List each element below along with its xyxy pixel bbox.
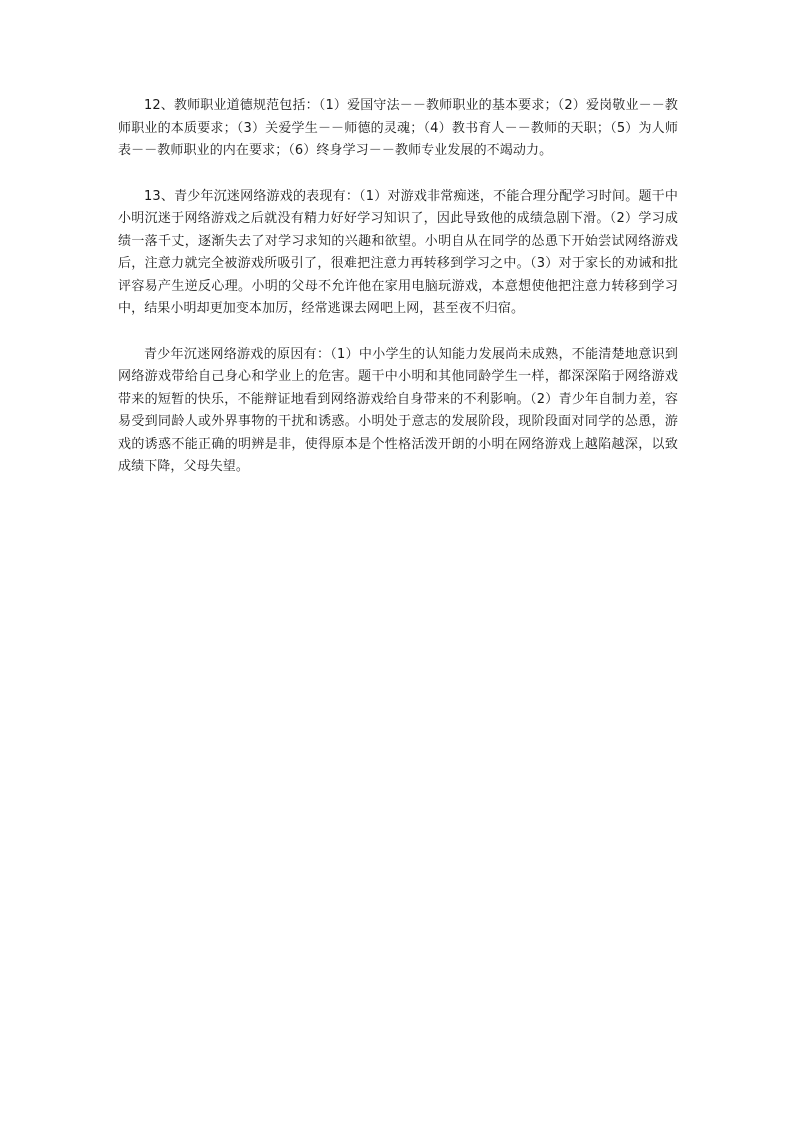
paragraph-causes: 青少年沉迷网络游戏的原因有：（1）中小学生的认知能力发展尚未成熟，不能清楚地意识到网络游戏带给自己身心和学业上的危害。题干中小明和其他同龄学生一样，都深深陷于网络游戏带来的短暂的快乐，不能辩证地看到网络游戏给自身带来的不利影响。（2）青少年自制力差，容易受到同龄人或外界事物的干扰和诱惑。小明处于意志的发展阶段，现阶段面对同学的怂恿，游戏的诱惑不能正确的明辨是非，使得原本是个性格活泼开朗的小明在网络游戏上越陷越深，以致成绩下降，父母失望。 [118,346,678,474]
paragraph-item-12: 12、教师职业道德规范包括：（1）爱国守法－－教师职业的基本要求；（2）爱岗敬业－－教师职业的本质要求；（3）关爱学生－－师德的灵魂；（4）教书育人－－教师的天职；（5）为人师表－－教师职业的内在要求；（6）终身学习－－教师专业发展的不竭动力。 [118,98,678,158]
document-body [118,95,678,479]
paragraph-item-13: 13、青少年沉迷网络游戏的表现有：（1）对游戏非常痴迷，不能合理分配学习时间。题干中小明沉迷于网络游戏之后就没有精力好好学习知识了，因此导致他的成绩急剧下滑。（2）学习成绩一落千丈，逐渐失去了对学习求知的兴趣和欲望。小明自从在同学的怂恿下开始尝试网络游戏后，注意力就完全被游戏所吸引了，很难把注意力再转移到学习之中。（3）对于家长的劝诫和批评容易产生逆反心理。小明的父母不允许他在家用电脑玩游戏，本意想使他把注意力转移到学习中，结果小明却更加变本加厉，经常逃课去网吧上网，甚至夜不归宿。 [118,188,678,316]
